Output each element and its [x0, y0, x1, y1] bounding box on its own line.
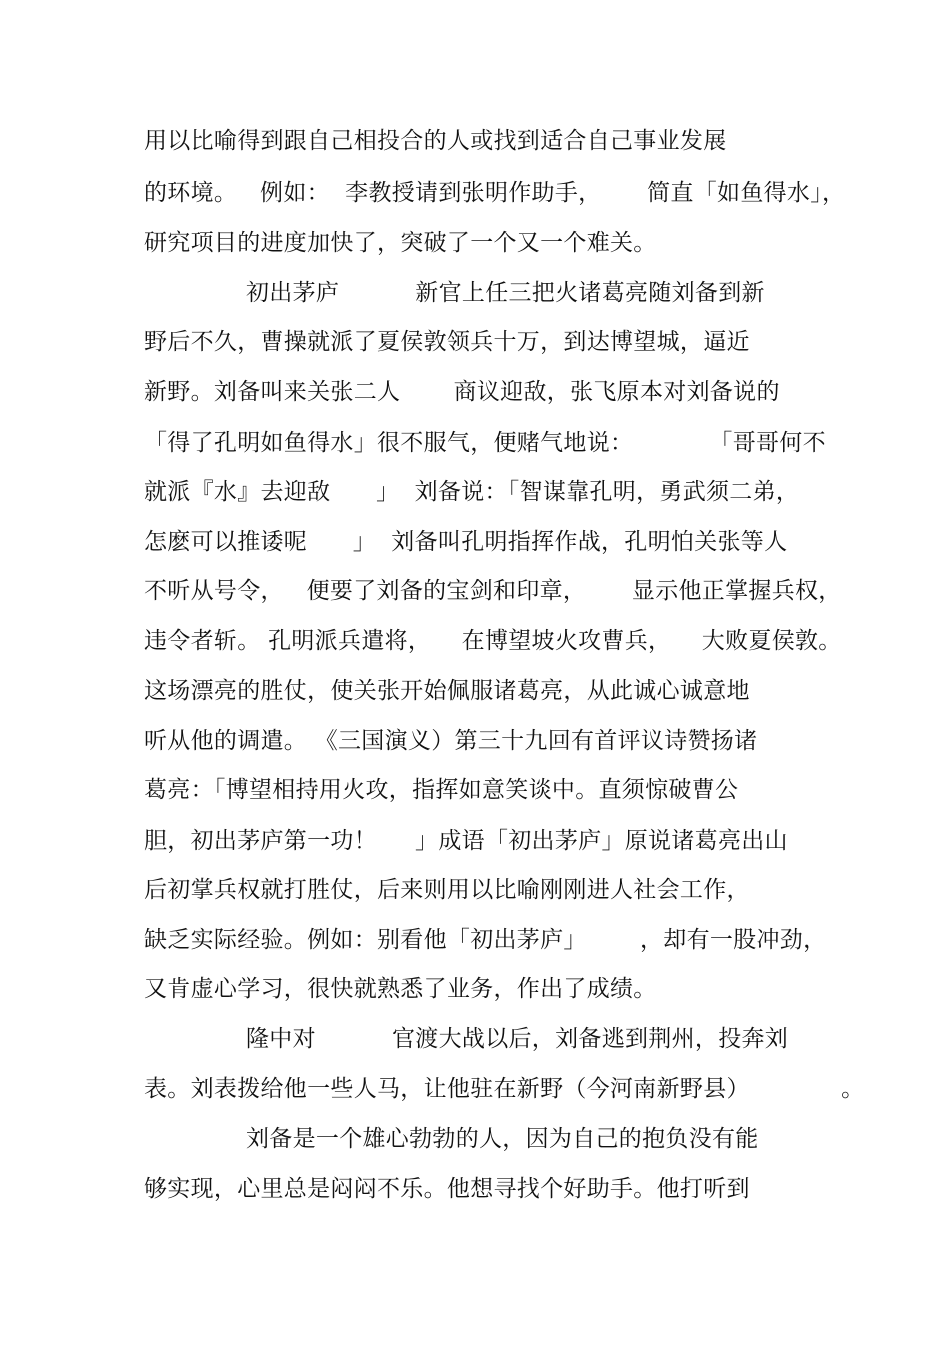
text-line: 研究项目的进度加快了，突破了一个又一个难关。 [144, 230, 657, 256]
text-line: 刘备是一个雄心勃勃的人，因为自己的抱负没有能 [246, 1126, 759, 1152]
text-line: 就派『水』去迎敌 」 刘备说：「智谋靠孔明，勇武须二弟， [144, 479, 800, 505]
text-line: 「得了孔明如鱼得水」很不服气，便赌气地说： 「哥哥何不 [144, 430, 826, 456]
text-line: 又肯虚心学习，很快就熟悉了业务，作出了成绩。 [144, 976, 657, 1002]
text-line: 听从他的调遣。 《三国演义）第三十九回有首评议诗赞扬诸 [144, 728, 758, 754]
text-line: 新野。刘备叫来关张二人 商议迎敌，张飞原本对刘备说的 [144, 379, 780, 405]
text-line: 用以比喻得到跟自己相投合的人或找到适合自己事业发展 [144, 128, 727, 154]
text-line: 这场漂亮的胜仗，使关张开始佩服诸葛亮，从此诚心诚意地 [144, 678, 750, 704]
text-line: 违令者斩。 孔明派兵遣将， 在博望坡火攻曹兵， 大败夏侯敦。 [144, 628, 842, 654]
text-line: 野后不久，曹操就派了夏侯敦领兵十万，到达博望城，逼近 [144, 329, 750, 355]
text-line: 葛亮：「博望相持用火攻，指挥如意笑谈中。直须惊破曹公 [144, 777, 739, 803]
text-line: 初出茅庐 新官上任三把火诸葛亮随刘备到新 [246, 280, 765, 306]
text-line: 缺乏实际经验。例如：别看他「初出茅庐」 ，却有一股冲劲， [144, 927, 827, 953]
text-line: 不听从号令， 便要了刘备的宝剑和印章， 显示他正掌握兵权， [144, 578, 842, 604]
text-line: 的环境。 例如： 李教授请到张明作助手， 简直「如鱼得水」， [144, 180, 846, 206]
text-line: 怎麽可以推诿呢 」 刘备叫孔明指挥作战，孔明怕关张等人 [144, 529, 788, 555]
text-line: 胆，初出茅庐第一功！ 」成语「初出茅庐」原说诸葛亮出山 [144, 828, 788, 854]
text-line: 后初掌兵权就打胜仗，后来则用以比喻刚刚进人社会工作， [144, 877, 750, 903]
text-line: 表。刘表拨给他一些人马，让他驻在新野（今河南新野县） 。 [144, 1076, 865, 1102]
text-line: 够实现，心里总是闷闷不乐。他想寻找个好助手。他打听到 [144, 1176, 750, 1202]
text-line: 隆中对 官渡大战以后，刘备逃到荆州，投奔刘 [246, 1026, 789, 1052]
